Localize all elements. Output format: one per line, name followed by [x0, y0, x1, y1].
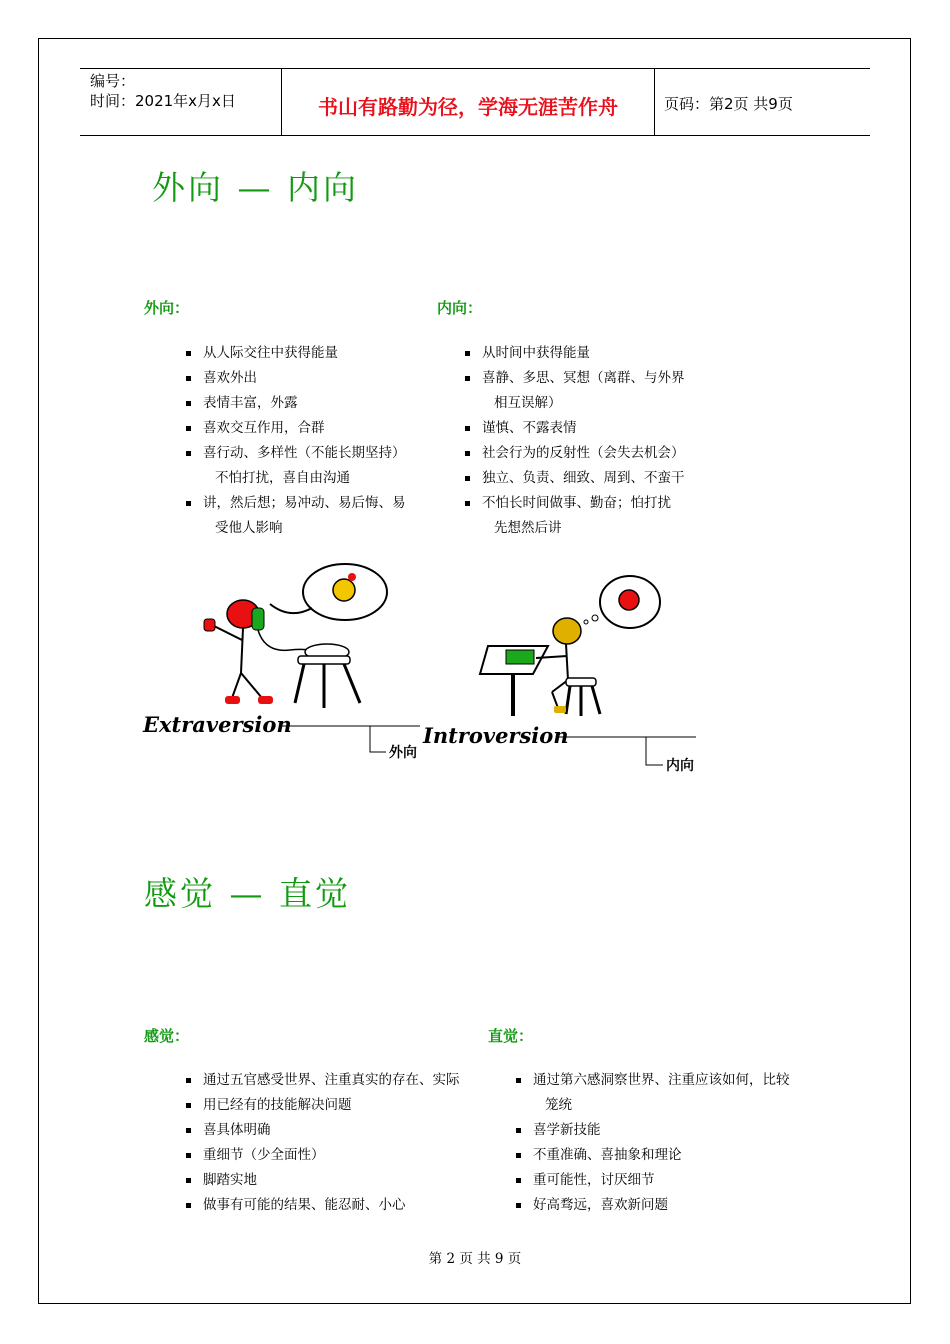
list-item: 喜具体明确: [186, 1118, 491, 1143]
page-footer: 第 2 页 共 9 页: [428, 1251, 522, 1267]
sensing-list: [186, 1068, 491, 1218]
list-item: 从时间中获得能量: [465, 341, 710, 366]
list-item: 独立、负责、细致、周到、不蛮干: [465, 466, 710, 491]
document-header: [80, 68, 870, 136]
heading-introversion: 内向：: [437, 299, 483, 317]
extraversion-illustration: [140, 558, 440, 778]
list-item: 通过五官感受世界、注重真实的存在、实际: [186, 1068, 491, 1093]
heading-intuition: 直觉：: [488, 1027, 534, 1045]
list-item: 重可能性，讨厌细节: [516, 1168, 821, 1193]
list-item: 重细节（少全面性）: [186, 1143, 491, 1168]
list-item: 讲，然后想；易冲动、易后悔、易 受他人影响: [186, 491, 431, 541]
list-item: 喜欢外出: [186, 366, 431, 391]
list-item: 喜行动、多样性（不能长期坚持） 不怕打扰，喜自由沟通: [186, 441, 431, 491]
list-item: 喜学新技能: [516, 1118, 821, 1143]
list-item: 通过第六感洞察世界、注重应该如何，比较 笼统: [516, 1068, 821, 1118]
heading-sensing: 感觉：: [144, 1027, 190, 1045]
introversion-list: [465, 341, 710, 541]
list-item: 表情丰富，外露: [186, 391, 431, 416]
extraversion-caption: Extraversion: [143, 712, 292, 737]
list-item: 脚踏实地: [186, 1168, 491, 1193]
section-title-sensing: 感觉 — 直觉: [144, 874, 351, 913]
list-item: 喜静、多思、冥想（离群、与外界 相互误解）: [465, 366, 710, 416]
list-item: 用已经有的技能解决问题: [186, 1093, 491, 1118]
extraversion-sub-caption: 外向: [389, 745, 417, 761]
list-item: 不重准确、喜抽象和理论: [516, 1143, 821, 1168]
list-item: 从人际交往中获得能量: [186, 341, 431, 366]
header-motto: 书山有路勤为径，学海无涯苦作舟: [318, 95, 618, 119]
list-item: 好高骛远，喜欢新问题: [516, 1193, 821, 1218]
list-item: 谨慎、不露表情: [465, 416, 710, 441]
date-label: 时间：2021年x月x日: [90, 92, 236, 110]
header-meta: [90, 71, 236, 111]
introversion-sub-caption: 内向: [666, 758, 694, 774]
list-item: 不怕长时间做事、勤奋；怕打扰 先想然后讲: [465, 491, 710, 541]
introversion-illustration: [418, 568, 708, 783]
list-item: 喜欢交互作用，合群: [186, 416, 431, 441]
introversion-caption: Introversion: [423, 723, 569, 748]
list-item: 做事有可能的结果、能忍耐、小心: [186, 1193, 491, 1218]
list-item: 社会行为的反射性（会失去机会）: [465, 441, 710, 466]
header-pager: 页码：第2页 共9页: [664, 95, 793, 113]
number-label: 编号：: [90, 72, 136, 90]
extraversion-list: [186, 341, 431, 541]
intuition-list: [516, 1068, 821, 1218]
header-divider: [654, 69, 655, 135]
section-title-extraversion: 外向 — 内向: [152, 168, 359, 207]
heading-extraversion: 外向：: [144, 299, 190, 317]
